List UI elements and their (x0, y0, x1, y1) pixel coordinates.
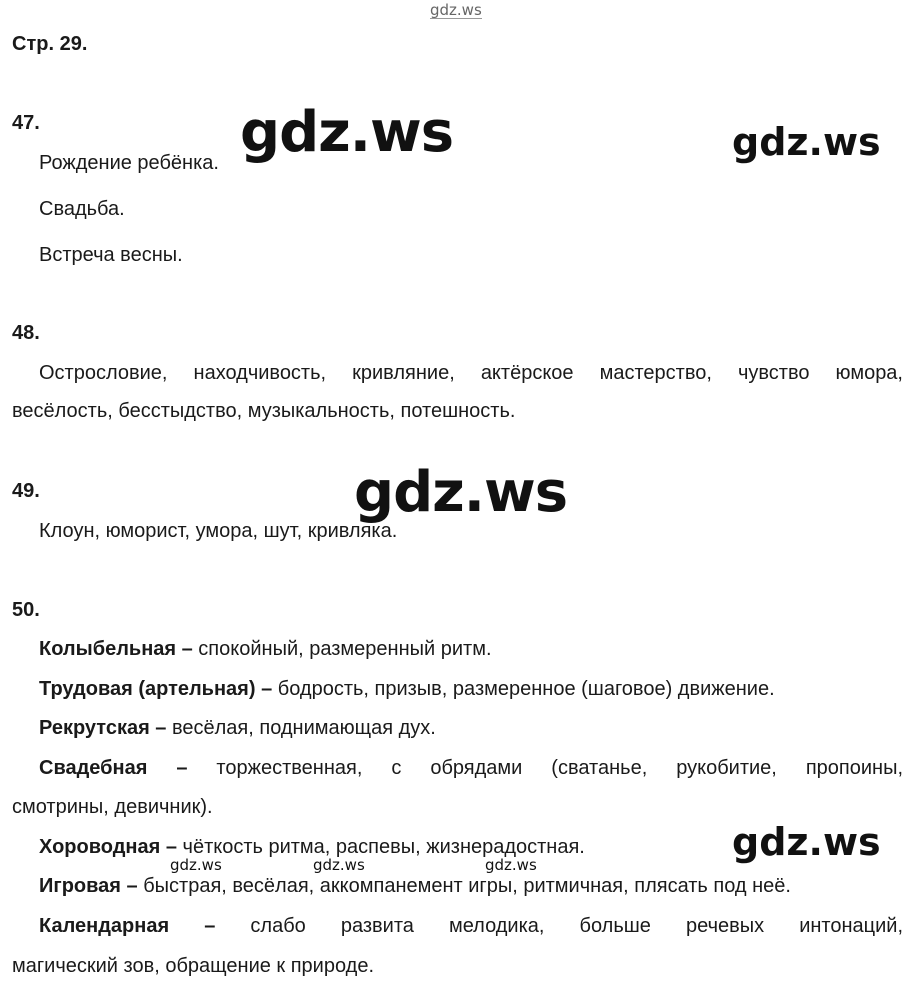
watermark-medium: gdz.ws (732, 120, 881, 164)
genre-description: торжественная, с обрядами (сватанье, рукобитие, пропоины, (187, 757, 903, 779)
genre-entry-calendar (39, 915, 903, 938)
genre-term: Трудовая (артельная) – (39, 678, 273, 700)
exercise-47-item: Встреча весны. (39, 244, 183, 266)
genre-entry-recruit (39, 717, 436, 740)
genre-entry-wedding (39, 757, 903, 780)
exercise-48-number: 48. (12, 322, 40, 344)
watermark-medium: gdz.ws (732, 820, 881, 864)
exercise-48-line: Острословие, находчивость, кривляние, актёрское мастерство, чувство юмора, (39, 362, 903, 384)
genre-description: быстрая, весёлая, аккомпанемент игры, ритмичная, плясать под неё. (137, 875, 791, 897)
genre-term: Хороводная – (39, 836, 177, 858)
genre-term: Календарная – (39, 915, 216, 937)
genre-entry-wedding-continued: смотрины, девичник). (12, 796, 213, 818)
genre-description: весёлая, поднимающая дух. (166, 717, 436, 739)
genre-entry-calendar-continued: магический зов, обращение к природе. (12, 955, 375, 977)
genre-entry-lullaby (39, 638, 492, 661)
watermark-small: gdz.ws (485, 856, 537, 874)
genre-term: Колыбельная – (39, 638, 193, 660)
site-watermark-top: gdz.ws (430, 1, 482, 19)
exercise-47-item: Свадьба. (39, 198, 125, 220)
exercise-47-number: 47. (12, 112, 40, 134)
exercise-48-line: весёлость, бесстыдство, музыкальность, потешность. (12, 400, 516, 422)
exercise-47-item: Рождение ребёнка. (39, 152, 219, 174)
genre-term: Рекрутская – (39, 717, 167, 739)
genre-term: Игровая – (39, 875, 138, 897)
genre-entry-game (39, 875, 791, 898)
watermark-small: gdz.ws (170, 856, 222, 874)
genre-description: спокойный, размеренный ритм. (192, 638, 492, 660)
exercise-50-number: 50. (12, 599, 40, 621)
watermark-large: gdz.ws (354, 460, 568, 525)
genre-description: слабо развита мелодика, больше речевых интонаций, (215, 915, 903, 937)
watermark-large: gdz.ws (240, 100, 454, 165)
exercise-49-text: Клоун, юморист, умора, шут, кривляка. (39, 520, 398, 542)
genre-description: чёткость ритма, распевы, жизнерадостная. (176, 836, 585, 858)
genre-description: бодрость, призыв, размеренное (шаговое) движение. (272, 678, 775, 700)
watermark-small: gdz.ws (313, 856, 365, 874)
page-reference: Стр. 29. (12, 33, 88, 55)
exercise-49-number: 49. (12, 480, 40, 502)
genre-entry-labor (39, 678, 775, 701)
genre-term: Свадебная – (39, 757, 188, 779)
